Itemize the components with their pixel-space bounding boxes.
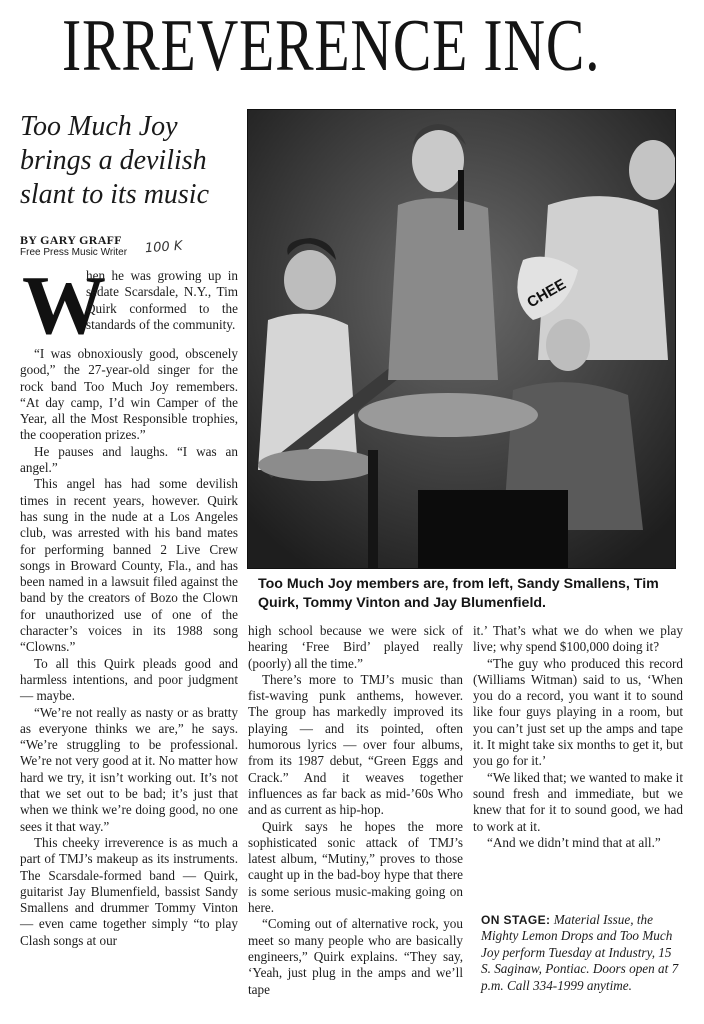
lead-paragraph: hen he was growing up in sedate Scarsdale, N.Y., Tim Quirk conformed to the standards of the community. xyxy=(86,268,238,332)
byline: BY GARY GRAFF xyxy=(20,233,122,247)
article-column-1 xyxy=(20,346,238,949)
band-photo-illustration xyxy=(248,110,675,568)
paragraph: “The guy who produced this record (Williams Witman) said to us, ‘When you do a record, you want it to sound like four guys playing in a room, but you can’t just set up the amps and tape it. It might take six months to get it, but you go for it.’ xyxy=(473,655,683,769)
subhead: Too Much Joy brings a devilish slant to its music xyxy=(20,111,210,210)
band-photo xyxy=(247,109,676,569)
paragraph: There’s more to TMJ’s music than fist-waving punk anthems, however. The group has markedly improved its playing — and its pointed, often humorous lyrics — over four albums, from its 1987 debut, “Green Eggs and Crack.” And it weaves together influences as far back as mid-’60s Who and as current as hip-hop. xyxy=(248,671,463,818)
article-lead xyxy=(86,268,238,333)
paragraph: “We’re not really as nasty or as bratty as everyone thinks we are,” he says. “We’re struggling to be professional. We’re not very good at it. No matter how hard we try, it isn’t working out. It’s not that we set out to be bad; it’s just that when we think we’re doing good, no one sees it that way.” xyxy=(20,704,238,834)
paragraph: “And we didn’t mind that at all.” xyxy=(487,834,661,850)
handwritten-note: 100 K xyxy=(144,238,183,257)
photo-caption: Too Much Joy members are, from left, Sandy Smallens, Tim Quirk, Tommy Vinton and Jay Blumenfield. xyxy=(258,576,659,611)
on-stage-label: ON STAGE: xyxy=(481,913,551,927)
drop-cap: W xyxy=(22,259,106,352)
byline-credit: Free Press Music Writer xyxy=(20,247,128,258)
paragraph: This cheeky irreverence is as much a part of TMJ’s makeup as its instruments. The Scarsdale-formed band — Quirk, guitarist Jay Blumenfield, bassist Sandy Smallens and drummer Tommy Vinton — even came together simply “to play Clash songs at our xyxy=(20,834,238,948)
paragraph: This angel has had some devilish times in recent years, however. Quirk has sung in the nude at a Los Angeles club, was arrested with his band mates for performing banned 2 Live Crew songs in Broward County, Fla., and has been named in a lawsuit filed against the band by the creators of Bozo the Clown for unauthorized use of one of the character’s voices in its 1988 song “Clowns.” xyxy=(20,476,238,655)
article-column-3 xyxy=(473,623,683,851)
on-stage-text: Material Issue, the Mighty Lemon Drops and Too Much Joy perform Tuesday at Industry, 15 S. Saginaw, Pontiac. Doors open at 7 p.m. Call 334-1999 anytime. xyxy=(481,912,679,993)
paragraph: Quirk says he hopes the more sophisticated sonic attack of TMJ’s latest album, “Mutiny,” proves to those caught up in the bad-boy hype that there is some serious music-making going on here. xyxy=(248,818,463,916)
paragraph: high school because we were sick of hearing ‘Free Bird’ played really (poorly) all the time.” xyxy=(248,623,463,671)
paragraph: “Coming out of alternative rock, you meet so many people who are basically engineers,” Quirk explains. “They say, ‘Yeah, just plug in the amps and we’ll tape xyxy=(248,916,463,997)
paragraph: “I was obnoxiously good, obscenely good,” the 27-year-old singer for the rock band Too Much Joy remembers. “At day camp, I’d win Camper of the Year, all the Most Responsible trophies, the cooperation prizes.” xyxy=(20,346,238,443)
paragraph: To all this Quirk pleads good and harmless intentions, and poor judgment — maybe. xyxy=(20,655,238,704)
paragraph: “We liked that; we wanted to make it sound fresh and immediate, but we knew that for it to sound good, we had to work at it. xyxy=(473,769,683,834)
on-stage-box xyxy=(481,912,681,994)
guitar-sticker-text: CHEE xyxy=(524,275,569,312)
paragraph: it.’ That’s what we do when we play live; why spend $100,000 doing it? xyxy=(473,623,683,655)
paragraph: He pauses and laughs. “I was an angel.” xyxy=(20,443,238,476)
article-column-2 xyxy=(248,623,463,998)
headline: IRREVERENCE INC. xyxy=(62,5,601,87)
